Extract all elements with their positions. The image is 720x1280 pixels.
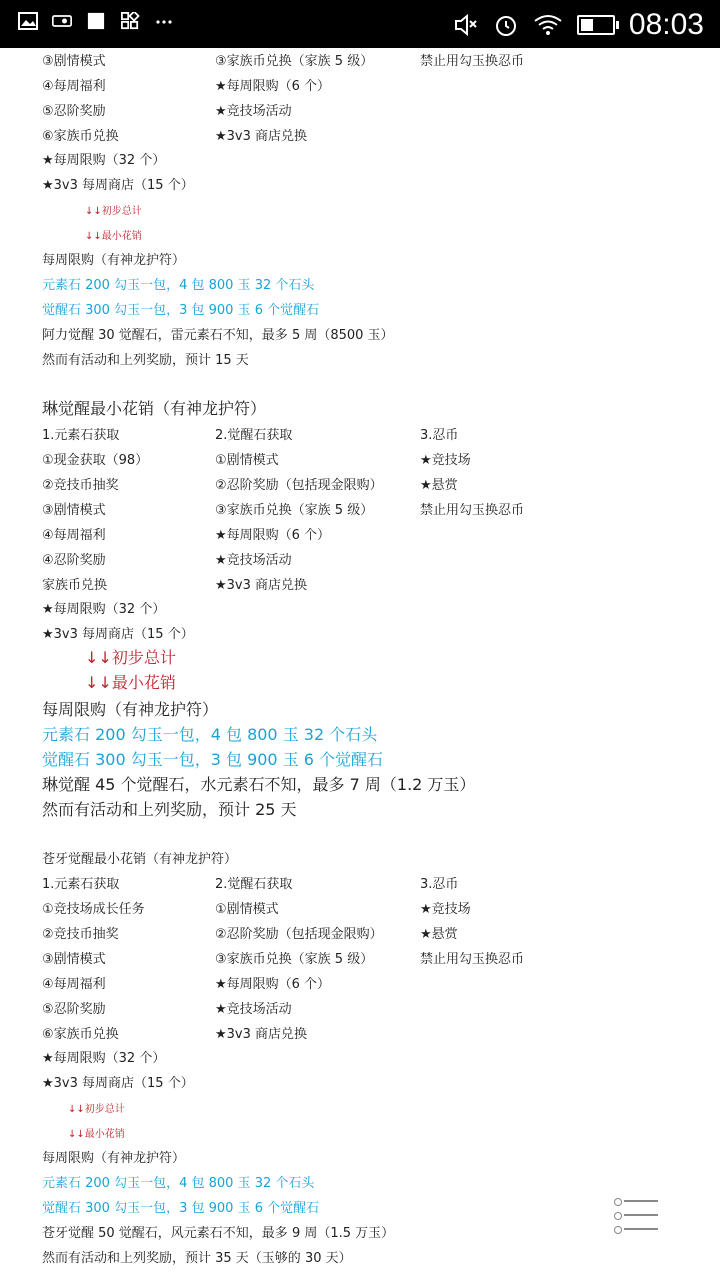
s1-summary-line1: 阿力觉醒 30 觉醒石，雷元素石不知，最多 5 周（8500 玉） [42,328,394,343]
s3-row7-c1: ★每周限购（32 个） [42,1051,166,1066]
s3-row3-c2: ③家族币兑换（家族 5 级） [215,952,374,967]
menu-dot-icon [614,1212,622,1220]
s3-row2-c2: ②忍阶奖励（包括现金限购） [215,927,383,942]
s3-row4-c1: ④每周福利 [42,977,106,992]
mute-icon [453,12,479,38]
s1-row3-c2: ★竞技场活动 [215,104,292,119]
s1-row1-c1: ③剧情模式 [42,54,106,69]
s3-blue-line2: 觉醒石 300 勾玉一包，3 包 900 玉 6 个觉醒石 [42,1201,320,1216]
s1-weekly: 每周限购（有神龙护符） [42,253,186,268]
white-square-icon [86,12,106,30]
s1-row6-c1: ★3v3 每周商店（15 个） [42,178,194,193]
s2-row6-c2: ★3v3 商店兑换 [215,578,308,593]
s3-head-c1: 1.元素石获取 [42,877,120,892]
s3-row2-c1: ②竞技币抽奖 [42,927,119,942]
s2-row8-c1: ★3v3 每周商店（15 个） [42,627,194,642]
s2-summary-line2: 然而有活动和上列奖励，预计 25 天 [42,800,297,819]
s3-row2-c3: ★悬赏 [420,927,458,942]
battery-level [581,19,593,31]
s2-row3-c2: ③家族币兑换（家族 5 级） [215,503,374,518]
s3-row3-c1: ③剧情模式 [42,952,106,967]
s1-row4-c1: ⑥家族币兑换 [42,129,119,144]
s2-arrow-min: ↓↓最小花销 [85,673,176,692]
s2-head-c1: 1.元素石获取 [42,428,120,443]
s2-row4-c1: ④每周福利 [42,528,106,543]
grid-app-icon [120,12,140,30]
menu-line-icon [624,1214,658,1216]
s2-arrow-total: ↓↓初步总计 [85,648,176,667]
s2-blue-line1: 元素石 200 勾玉一包，4 包 800 玉 32 个石头 [42,725,378,744]
document-content [0,48,720,1280]
s2-row3-c3: 禁止用勾玉换忍币 [420,503,525,518]
s3-summary-line1: 苍牙觉醒 50 觉醒石，风元素石不知，最多 9 周（1.5 万玉） [42,1226,395,1241]
s2-row6-c1: 家族币兑换 [42,578,108,593]
s1-blue-line2: 觉醒石 300 勾玉一包，3 包 900 玉 6 个觉醒石 [42,303,320,318]
clock: 08:03 [628,8,704,41]
s3-row6-c1: ⑥家族币兑换 [42,1027,119,1042]
s1-row2-c1: ④每周福利 [42,79,106,94]
s3-blue-line1: 元素石 200 勾玉一包，4 包 800 玉 32 个石头 [42,1176,315,1191]
s2-row5-c1: ④忍阶奖励 [42,553,106,568]
s2-row5-c2: ★竞技场活动 [215,553,292,568]
s2-row3-c1: ③剧情模式 [42,503,106,518]
s3-row5-c2: ★竞技场活动 [215,1002,292,1017]
s3-head-c2: 2.觉醒石获取 [215,877,293,892]
s2-row2-c1: ②竞技币抽奖 [42,478,119,493]
more-notifications-icon [154,12,174,30]
s2-row7-c1: ★每周限购（32 个） [42,602,166,617]
s1-arrow-total: ↓↓初步总计 [85,206,142,217]
menu-line-icon [624,1228,658,1230]
menu-dot-icon [614,1226,622,1234]
s2-weekly: 每周限购（有神龙护符） [42,700,219,719]
s2-summary-line1: 琳觉醒 45 个觉醒石，水元素石不知，最多 7 周（1.2 万玉） [42,775,476,794]
menu-dot-icon [614,1198,622,1206]
s3-arrow-total: ↓↓初步总计 [68,1104,125,1115]
s1-row3-c1: ⑤忍阶奖励 [42,104,106,119]
s3-title: 苍牙觉醒最小花销（有神龙护符） [42,852,238,867]
s1-row4-c2: ★3v3 商店兑换 [215,129,308,144]
s3-weekly: 每周限购（有神龙护符） [42,1151,186,1166]
s3-arrow-min: ↓↓最小花销 [68,1129,125,1140]
s3-row4-c2: ★每周限购（6 个） [215,977,331,992]
s3-row6-c2: ★3v3 商店兑换 [215,1027,308,1042]
s2-row4-c2: ★每周限购（6 个） [215,528,331,543]
s3-row5-c1: ⑤忍阶奖励 [42,1002,106,1017]
app-notification-icon [52,12,72,30]
s1-row5-c1: ★每周限购（32 个） [42,153,166,168]
gallery-icon [18,12,38,30]
s1-summary-line2: 然而有活动和上列奖励，预计 15 天 [42,353,249,368]
battery-icon [577,15,615,35]
s3-row1-c1: ①竞技场成长任务 [42,902,145,917]
s2-blue-line2: 觉醒石 300 勾玉一包，3 包 900 玉 6 个觉醒石 [42,750,384,769]
s2-head-c2: 2.觉醒石获取 [215,428,293,443]
s1-row1-c3: 禁止用勾玉换忍币 [420,54,525,69]
floating-menu-button[interactable] [612,1196,662,1238]
s3-row3-c3: 禁止用勾玉换忍币 [420,952,525,967]
alarm-icon [493,12,519,38]
status-bar [0,0,720,48]
s1-blue-line1: 元素石 200 勾玉一包，4 包 800 玉 32 个石头 [42,278,315,293]
s3-row1-c2: ①剧情模式 [215,902,279,917]
s2-row1-c3: ★竞技场 [420,453,471,468]
s3-row8-c1: ★3v3 每周商店（15 个） [42,1076,194,1091]
s2-row2-c3: ★悬赏 [420,478,458,493]
s3-head-c3: 3.忍币 [420,877,459,892]
wifi-icon [533,12,563,38]
menu-line-icon [624,1200,658,1202]
s2-title: 琳觉醒最小花销（有神龙护符） [42,399,267,418]
s2-row2-c2: ②忍阶奖励（包括现金限购） [215,478,383,493]
s1-arrow-min: ↓↓最小花销 [85,231,142,242]
s1-row1-c2: ③家族币兑换（家族 5 级） [215,54,374,69]
s2-row1-c1: ①现金获取（98） [42,453,149,468]
s3-row1-c3: ★竞技场 [420,902,471,917]
s3-summary-line2: 然而有活动和上列奖励，预计 35 天（玉够的 30 天） [42,1251,352,1266]
s2-row1-c2: ①剧情模式 [215,453,279,468]
s1-row2-c2: ★每周限购（6 个） [215,79,331,94]
s2-head-c3: 3.忍币 [420,428,459,443]
